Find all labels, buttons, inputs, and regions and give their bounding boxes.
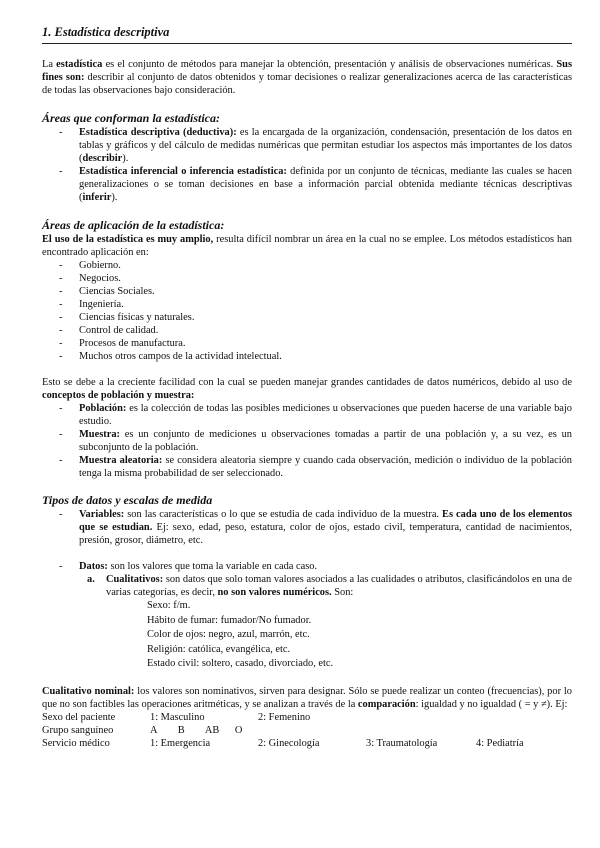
text: es la colección de todas las posibles mediciones u observaciones que pueden hacerse de una variable bajo estudio.	[79, 403, 572, 427]
bold-text: Sus fines son:	[42, 59, 572, 83]
bold-text: Población:	[79, 403, 127, 414]
list-letter: a.	[87, 574, 95, 585]
tipos-list	[42, 508, 572, 573]
ejemplos-list	[42, 599, 572, 672]
bold-text: Datos:	[79, 561, 108, 572]
nominal-paragraph	[42, 685, 572, 711]
bold-text: Cualitativo nominal:	[42, 685, 135, 697]
table-row	[42, 711, 524, 724]
list-item	[42, 560, 572, 573]
table-row	[42, 724, 524, 737]
list-item	[42, 165, 572, 204]
intro-paragraph	[42, 58, 572, 97]
table-cell	[476, 724, 524, 737]
bold-text: Muestra:	[79, 429, 120, 440]
list-item	[42, 454, 572, 480]
table-cell: 1: Masculino	[150, 711, 205, 723]
table-cell: 3: Traumatología	[366, 737, 438, 749]
table-cell	[476, 711, 524, 724]
text: son datos que solo toman valores asociados a las cualidades o atributos, clasificándolos en una de varias categorías, es decir,	[106, 574, 572, 598]
text: Son:	[331, 587, 354, 598]
text: son los valores que toma la variable en cada caso.	[107, 561, 318, 572]
bold-text: conceptos de población y muestra:	[42, 390, 195, 401]
bold-text: Estadística descriptiva (deductiva):	[79, 127, 237, 138]
table-cell: 4: Pediatría	[476, 737, 524, 749]
example-line: Sexo: f/m.	[147, 600, 191, 611]
text: definida por un conjunto de técnicas, mediante las cuales se hacen generalizaciones o se toman decisiones en base a información parcial obtenida mediante técnicas descriptivas (	[79, 166, 572, 203]
bold-text: Variables:	[79, 509, 125, 520]
bold-text: Es cada uno de los elementos que se estudian.	[79, 509, 572, 533]
text: ).	[111, 192, 118, 203]
table-cell: 1: Emergencia	[150, 737, 211, 749]
list-item: - Gobierno.	[42, 259, 572, 272]
table-cell	[366, 711, 476, 724]
bold-text: Estadística inferencial o inferencia estadística:	[79, 166, 287, 177]
section-title: 1. Estadística descriptiva	[42, 24, 572, 44]
text: ).	[122, 153, 129, 164]
table-row	[42, 737, 524, 750]
text: los valores son nominativos, sirven para designar. Sólo se puede realizar un conteo (frecuencias), por lo que no son factibles las operaciones aritméticas, y se analizan a través de la	[42, 685, 572, 710]
example-line: Color de ojos: negro, azul, marrón, etc.	[147, 629, 310, 640]
list-item: - Ciencias Sociales.	[42, 285, 572, 298]
example-line: Religión: católica, evangélica, etc.	[147, 643, 291, 655]
text: describir al conjunto de datos obtenidos y tomar decisiones o realizar generalizaciones acerca de las características de todas las observaciones bajo consideración.	[42, 72, 572, 96]
table-cell: 2: Femenino	[258, 711, 311, 723]
nominal-examples-table	[42, 711, 524, 750]
text: es un conjunto de mediciones u observaciones tomadas a partir de una población y, a su vez, es un subconjunto de la población.	[79, 429, 572, 453]
text: es la encargada de la organización, condensación, presentación de los datos en tablas y gráficos y del cálculo de medidas numéricas que permitan estudiar los aspectos más importantes de los datos (	[79, 127, 572, 164]
cualitativos-item	[42, 573, 572, 599]
table-cell	[366, 724, 476, 737]
text: : igualdad y no igualdad ( = y ≠). Ej:	[415, 698, 568, 710]
list-item: - Ciencias físicas y naturales.	[42, 311, 572, 324]
table-cell: Sexo del paciente	[42, 711, 116, 723]
text: La	[42, 59, 57, 70]
bold-text: no son valores numéricos.	[217, 587, 332, 598]
table-cell: Servicio médico	[42, 737, 110, 749]
list-item: - Control de calidad.	[42, 324, 572, 337]
table-cell: 2: Ginecología	[258, 737, 320, 749]
text: son las características o lo que se estudia de cada individuo de la muestra.	[124, 509, 443, 520]
heading-areas-aplicacion: Áreas de aplicación de la estadística:	[42, 218, 225, 232]
list-item	[42, 428, 572, 454]
text: resulta difícil nombrar un área en la cual no se emplee. Los métodos estadísticos han encontrado aplicación en:	[42, 234, 572, 258]
text: Esto se debe a la creciente facilidad con la cual se pueden manejar grandes cantidades de datos numéricos, debido al uso de	[42, 377, 572, 388]
text: se considera aleatoria siempre y cuando cada observación, medición o individuo de la población tenga la misma probabilidad de ser seleccionado.	[79, 455, 572, 479]
list-item: - Muchos otros campos de la actividad intelectual.	[42, 350, 572, 363]
aplicacion-list	[42, 259, 572, 363]
text: es el conjunto de métodos para manejar la obtención, presentación y análisis de observaciones numéricas.	[102, 59, 557, 70]
heading-areas-conforman: Áreas que conforman la estadística:	[42, 111, 221, 125]
table-cell: A B AB O	[150, 724, 243, 736]
list-item	[42, 508, 572, 547]
table-cell: Grupo sanguíneo	[42, 724, 114, 736]
document-page	[42, 24, 572, 750]
list-item: - Procesos de manufactura.	[42, 337, 572, 350]
bold-text: El uso de la estadística es muy amplio,	[42, 234, 214, 245]
conceptos-paragraph	[42, 376, 572, 402]
list-item: - Ingeniería.	[42, 298, 572, 311]
bold-text: Muestra aleatoria:	[79, 455, 163, 466]
bold-text: estadística	[56, 59, 103, 70]
example-line: Hábito de fumar: fumador/No fumador.	[147, 614, 312, 626]
list-item	[42, 402, 572, 428]
heading-tipos: Tipos de datos y escalas de medida	[42, 493, 213, 507]
list-item: - Negocios.	[42, 272, 572, 285]
aplicacion-paragraph	[42, 233, 572, 259]
areas-conforman-list	[42, 126, 572, 204]
conceptos-list	[42, 402, 572, 480]
text: Ej: sexo, edad, peso, estatura, color de ojos, estado civil, temperatura, cantidad de nacimientos, presión, grosor, diámetro, etc.	[79, 522, 572, 546]
list-item	[42, 126, 572, 165]
bold-text: inferir	[82, 192, 112, 203]
bold-text: comparación	[357, 698, 416, 710]
bold-text: Cualitativos:	[106, 574, 164, 585]
bold-text: describir	[82, 153, 123, 164]
example-line: Estado civil: soltero, casado, divorciado, etc.	[147, 658, 334, 669]
